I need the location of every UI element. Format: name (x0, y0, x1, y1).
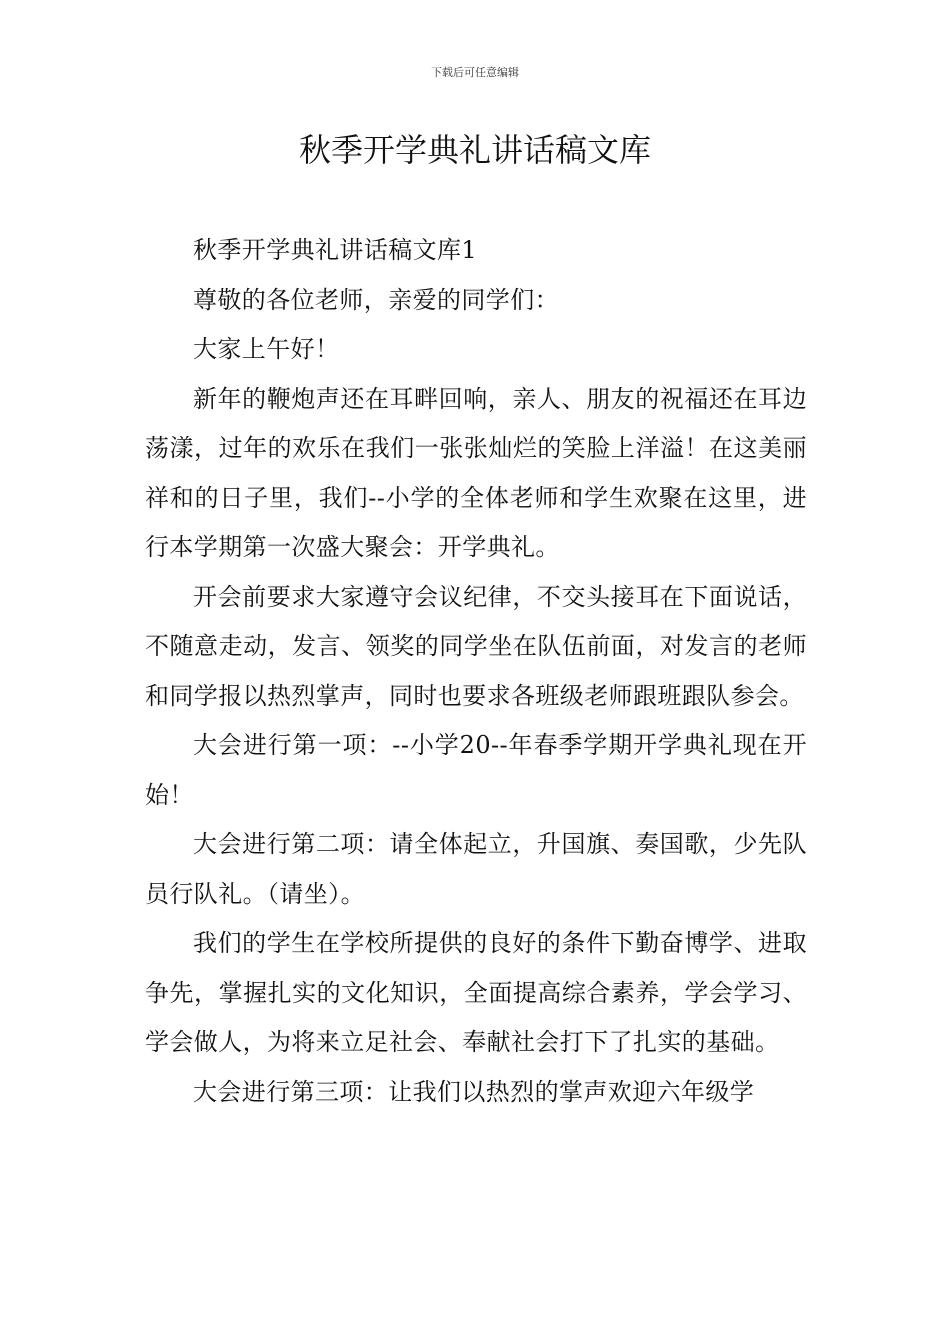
paragraph-item-three: 大会进行第三项：让我们以热烈的掌声欢迎六年级学 (193, 1077, 755, 1106)
document-body (145, 226, 807, 1117)
document-title: 秋季开学典礼讲话稿文库 (298, 131, 651, 169)
paragraph-new-year: 新年的鞭炮声还在耳畔回响，亲人、朋友的祝福还在耳边荡漾，过年的欢乐在我们一张张灿烂的笑脸上洋溢！在这美丽祥和的日子里，我们--小学的全体老师和学生欢聚在这里，进行本学期第一次盛大聚会：开学典礼。 (145, 384, 807, 561)
header-note: 下载后可任意编辑 (431, 66, 519, 79)
paragraph-subtitle: 秋季开学典礼讲话稿文库1 (193, 236, 478, 264)
paragraph-item-two: 大会进行第二项：请全体起立，升国旗、奏国歌，少先队员行队礼。（请坐）。 (145, 830, 807, 908)
paragraph-item-one: 大会进行第一项：--小学20--年春季学期开学典礼现在开始！ (145, 731, 807, 809)
paragraph-students: 我们的学生在学校所提供的良好的条件下勤奋博学、进取争先，掌握扎实的文化知识，全面提高综合素养，学会学习、学会做人，为将来立足社会、奉献社会打下了扎实的基础。 (145, 929, 807, 1056)
paragraph-salutation: 尊敬的各位老师，亲爱的同学们： (193, 285, 559, 314)
paragraph-meeting-rules: 开会前要求大家遵守会议纪律，不交头接耳在下面说话，不随意走动，发言、领奖的同学坐在队伍前面，对发言的老师和同学报以热烈掌声，同时也要求各班级老师跟班跟队参会。 (145, 582, 807, 710)
paragraph-greeting: 大家上午好！ (193, 335, 340, 363)
